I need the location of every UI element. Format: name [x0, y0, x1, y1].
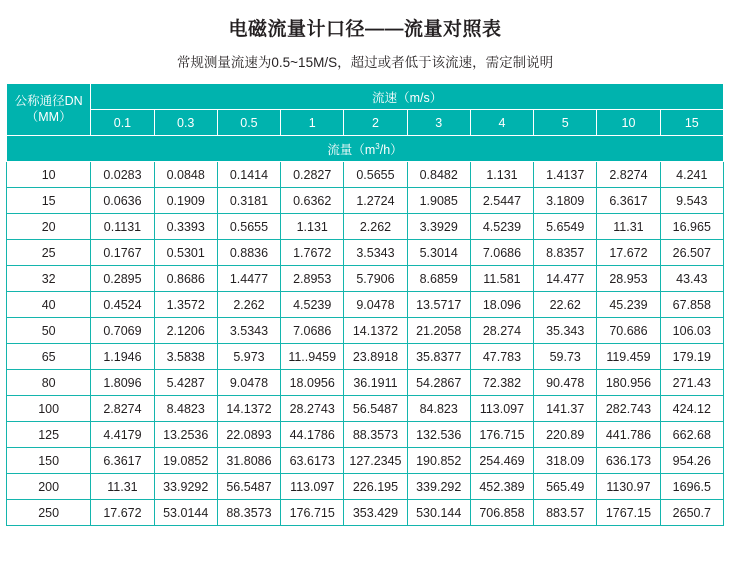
- cell-flow: 339.292: [407, 474, 470, 500]
- cell-flow: 63.6173: [281, 448, 344, 474]
- cell-flow: 0.5655: [217, 214, 280, 240]
- cell-flow: 271.43: [660, 370, 723, 396]
- header-speed-value: 1: [281, 110, 344, 136]
- cell-flow: 565.49: [534, 474, 597, 500]
- cell-flow: 1.8096: [91, 370, 154, 396]
- cell-flow: 1767.15: [597, 500, 660, 526]
- cell-flow: 6.3617: [91, 448, 154, 474]
- cell-flow: 282.743: [597, 396, 660, 422]
- cell-flow: 45.239: [597, 292, 660, 318]
- cell-flow: 5.3014: [407, 240, 470, 266]
- cell-flow: 0.0636: [91, 188, 154, 214]
- cell-flow: 2.262: [217, 292, 280, 318]
- cell-flow: 113.097: [281, 474, 344, 500]
- cell-flow: 2.8953: [281, 266, 344, 292]
- cell-flow: 883.57: [534, 500, 597, 526]
- cell-flow: 13.5717: [407, 292, 470, 318]
- cell-flow: 3.5343: [344, 240, 407, 266]
- cell-flow: 127.2345: [344, 448, 407, 474]
- cell-dn: 40: [7, 292, 91, 318]
- cell-dn: 25: [7, 240, 91, 266]
- cell-flow: 0.8686: [154, 266, 217, 292]
- cell-flow: 4.5239: [281, 292, 344, 318]
- cell-flow: 0.5655: [344, 162, 407, 188]
- cell-flow: 90.478: [534, 370, 597, 396]
- header-flowrate-sup: 3: [375, 141, 380, 151]
- table-row: [7, 396, 724, 422]
- cell-flow: 113.097: [470, 396, 533, 422]
- cell-flow: 88.3573: [217, 500, 280, 526]
- cell-flow: 47.783: [470, 344, 533, 370]
- table-row: [7, 162, 724, 188]
- cell-flow: 1.1946: [91, 344, 154, 370]
- table-row: [7, 500, 724, 526]
- cell-flow: 54.2867: [407, 370, 470, 396]
- cell-flow: 706.858: [470, 500, 533, 526]
- header-speed-value: 3: [407, 110, 470, 136]
- cell-flow: 35.343: [534, 318, 597, 344]
- cell-flow: 180.956: [597, 370, 660, 396]
- cell-flow: 7.0686: [470, 240, 533, 266]
- cell-flow: 18.0956: [281, 370, 344, 396]
- table-row: [7, 240, 724, 266]
- cell-flow: 1.131: [470, 162, 533, 188]
- cell-flow: 1696.5: [660, 474, 723, 500]
- table-header-row-2: [7, 110, 724, 136]
- table-row: [7, 188, 724, 214]
- cell-flow: 28.274: [470, 318, 533, 344]
- cell-flow: 0.3181: [217, 188, 280, 214]
- cell-flow: 176.715: [281, 500, 344, 526]
- cell-flow: 56.5487: [344, 396, 407, 422]
- header-velocity: 流速（m/s）: [91, 84, 724, 110]
- header-speed-value: 0.5: [217, 110, 280, 136]
- cell-flow: 17.672: [91, 500, 154, 526]
- table-row: [7, 318, 724, 344]
- cell-flow: 2650.7: [660, 500, 723, 526]
- cell-dn: 125: [7, 422, 91, 448]
- cell-flow: 0.5301: [154, 240, 217, 266]
- cell-flow: 59.73: [534, 344, 597, 370]
- cell-flow: 220.89: [534, 422, 597, 448]
- cell-flow: 106.03: [660, 318, 723, 344]
- table-row: [7, 448, 724, 474]
- header-flowrate-suffix: /h）: [379, 142, 403, 157]
- header-dn-line1: 公称通径DN: [14, 93, 83, 108]
- page-title: 电磁流量计口径——流量对照表: [228, 19, 502, 40]
- table-row: [7, 474, 724, 500]
- table-row: [7, 344, 724, 370]
- cell-flow: 3.3929: [407, 214, 470, 240]
- cell-flow: 19.0852: [154, 448, 217, 474]
- cell-dn: 10: [7, 162, 91, 188]
- cell-flow: 254.469: [470, 448, 533, 474]
- cell-flow: 424.12: [660, 396, 723, 422]
- cell-flow: 16.965: [660, 214, 723, 240]
- cell-flow: 4.5239: [470, 214, 533, 240]
- cell-flow: 0.0848: [154, 162, 217, 188]
- cell-flow: 33.9292: [154, 474, 217, 500]
- header-flowrate: [7, 136, 724, 162]
- cell-flow: 5.973: [217, 344, 280, 370]
- flow-comparison-table: [6, 83, 724, 526]
- table-head: [7, 84, 724, 162]
- cell-flow: 35.8377: [407, 344, 470, 370]
- table-row: [7, 370, 724, 396]
- header-speed-value: 15: [660, 110, 723, 136]
- cell-flow: 70.686: [597, 318, 660, 344]
- table-header-row-1: [7, 84, 724, 110]
- cell-flow: 14.477: [534, 266, 597, 292]
- cell-flow: 11..9459: [281, 344, 344, 370]
- cell-flow: 84.823: [407, 396, 470, 422]
- table-row: [7, 292, 724, 318]
- cell-flow: 0.4524: [91, 292, 154, 318]
- cell-flow: 2.8274: [91, 396, 154, 422]
- cell-flow: 452.389: [470, 474, 533, 500]
- cell-flow: 0.7069: [91, 318, 154, 344]
- cell-flow: 28.2743: [281, 396, 344, 422]
- cell-flow: 0.1131: [91, 214, 154, 240]
- cell-dn: 65: [7, 344, 91, 370]
- cell-flow: 0.1767: [91, 240, 154, 266]
- header-flowrate-prefix: 流量（m: [327, 142, 376, 157]
- cell-flow: 22.0893: [217, 422, 280, 448]
- header-nominal-diameter: [7, 84, 91, 136]
- cell-flow: 0.2895: [91, 266, 154, 292]
- cell-flow: 8.4823: [154, 396, 217, 422]
- cell-flow: 8.6859: [407, 266, 470, 292]
- cell-flow: 1.3572: [154, 292, 217, 318]
- cell-flow: 72.382: [470, 370, 533, 396]
- cell-flow: 190.852: [407, 448, 470, 474]
- table-row: [7, 266, 724, 292]
- cell-flow: 441.786: [597, 422, 660, 448]
- cell-flow: 26.507: [660, 240, 723, 266]
- cell-flow: 2.5447: [470, 188, 533, 214]
- cell-flow: 5.7906: [344, 266, 407, 292]
- cell-dn: 100: [7, 396, 91, 422]
- cell-flow: 0.8482: [407, 162, 470, 188]
- cell-flow: 1.2724: [344, 188, 407, 214]
- cell-flow: 3.5343: [217, 318, 280, 344]
- cell-flow: 5.4287: [154, 370, 217, 396]
- cell-flow: 0.1909: [154, 188, 217, 214]
- header-speed-value: 0.1: [91, 110, 154, 136]
- table-row: [7, 214, 724, 240]
- cell-flow: 36.1911: [344, 370, 407, 396]
- cell-dn: 80: [7, 370, 91, 396]
- cell-dn: 200: [7, 474, 91, 500]
- cell-flow: 56.5487: [217, 474, 280, 500]
- cell-flow: 67.858: [660, 292, 723, 318]
- cell-dn: 50: [7, 318, 91, 344]
- cell-flow: 3.1809: [534, 188, 597, 214]
- cell-flow: 119.459: [597, 344, 660, 370]
- cell-flow: 318.09: [534, 448, 597, 474]
- cell-flow: 1.7672: [281, 240, 344, 266]
- cell-flow: 5.6549: [534, 214, 597, 240]
- cell-flow: 4.4179: [91, 422, 154, 448]
- page-subtitle: 常规测量流速为0.5~15M/S，超过或者低于该流速，需定制说明: [176, 55, 554, 70]
- cell-flow: 0.2827: [281, 162, 344, 188]
- cell-flow: 6.3617: [597, 188, 660, 214]
- cell-flow: 22.62: [534, 292, 597, 318]
- header-speed-value: 10: [597, 110, 660, 136]
- cell-flow: 0.3393: [154, 214, 217, 240]
- cell-flow: 636.173: [597, 448, 660, 474]
- cell-flow: 0.1414: [217, 162, 280, 188]
- cell-flow: 44.1786: [281, 422, 344, 448]
- header-speed-value: 2: [344, 110, 407, 136]
- cell-flow: 0.6362: [281, 188, 344, 214]
- cell-flow: 530.144: [407, 500, 470, 526]
- cell-flow: 11.31: [91, 474, 154, 500]
- cell-flow: 11.581: [470, 266, 533, 292]
- cell-flow: 11.31: [597, 214, 660, 240]
- cell-flow: 176.715: [470, 422, 533, 448]
- header-speed-value: 5: [534, 110, 597, 136]
- cell-flow: 7.0686: [281, 318, 344, 344]
- header-speed-value: 4: [470, 110, 533, 136]
- cell-flow: 3.5838: [154, 344, 217, 370]
- cell-dn: 32: [7, 266, 91, 292]
- cell-flow: 4.241: [660, 162, 723, 188]
- cell-flow: 28.953: [597, 266, 660, 292]
- cell-flow: 662.68: [660, 422, 723, 448]
- cell-flow: 179.19: [660, 344, 723, 370]
- cell-flow: 31.8086: [217, 448, 280, 474]
- cell-flow: 9.0478: [344, 292, 407, 318]
- table-header-row-3: [7, 136, 724, 162]
- cell-flow: 2.8274: [597, 162, 660, 188]
- cell-flow: 1.4477: [217, 266, 280, 292]
- cell-flow: 14.1372: [217, 396, 280, 422]
- cell-dn: 20: [7, 214, 91, 240]
- cell-flow: 226.195: [344, 474, 407, 500]
- cell-dn: 150: [7, 448, 91, 474]
- cell-flow: 8.8357: [534, 240, 597, 266]
- table-row: [7, 422, 724, 448]
- cell-flow: 17.672: [597, 240, 660, 266]
- cell-flow: 353.429: [344, 500, 407, 526]
- cell-dn: 15: [7, 188, 91, 214]
- cell-flow: 88.3573: [344, 422, 407, 448]
- cell-flow: 0.8836: [217, 240, 280, 266]
- cell-flow: 9.543: [660, 188, 723, 214]
- cell-flow: 53.0144: [154, 500, 217, 526]
- header-dn-line2: （MM）: [25, 109, 72, 124]
- cell-flow: 43.43: [660, 266, 723, 292]
- cell-flow: 0.0283: [91, 162, 154, 188]
- cell-flow: 954.26: [660, 448, 723, 474]
- cell-flow: 132.536: [407, 422, 470, 448]
- cell-flow: 23.8918: [344, 344, 407, 370]
- header-speed-value: 0.3: [154, 110, 217, 136]
- cell-flow: 9.0478: [217, 370, 280, 396]
- cell-flow: 141.37: [534, 396, 597, 422]
- cell-flow: 14.1372: [344, 318, 407, 344]
- cell-flow: 2.1206: [154, 318, 217, 344]
- cell-flow: 1.9085: [407, 188, 470, 214]
- cell-flow: 1130.97: [597, 474, 660, 500]
- table-body: [7, 162, 724, 526]
- cell-flow: 2.262: [344, 214, 407, 240]
- cell-dn: 250: [7, 500, 91, 526]
- cell-flow: 13.2536: [154, 422, 217, 448]
- cell-flow: 1.4137: [534, 162, 597, 188]
- cell-flow: 18.096: [470, 292, 533, 318]
- cell-flow: 21.2058: [407, 318, 470, 344]
- cell-flow: 1.131: [281, 214, 344, 240]
